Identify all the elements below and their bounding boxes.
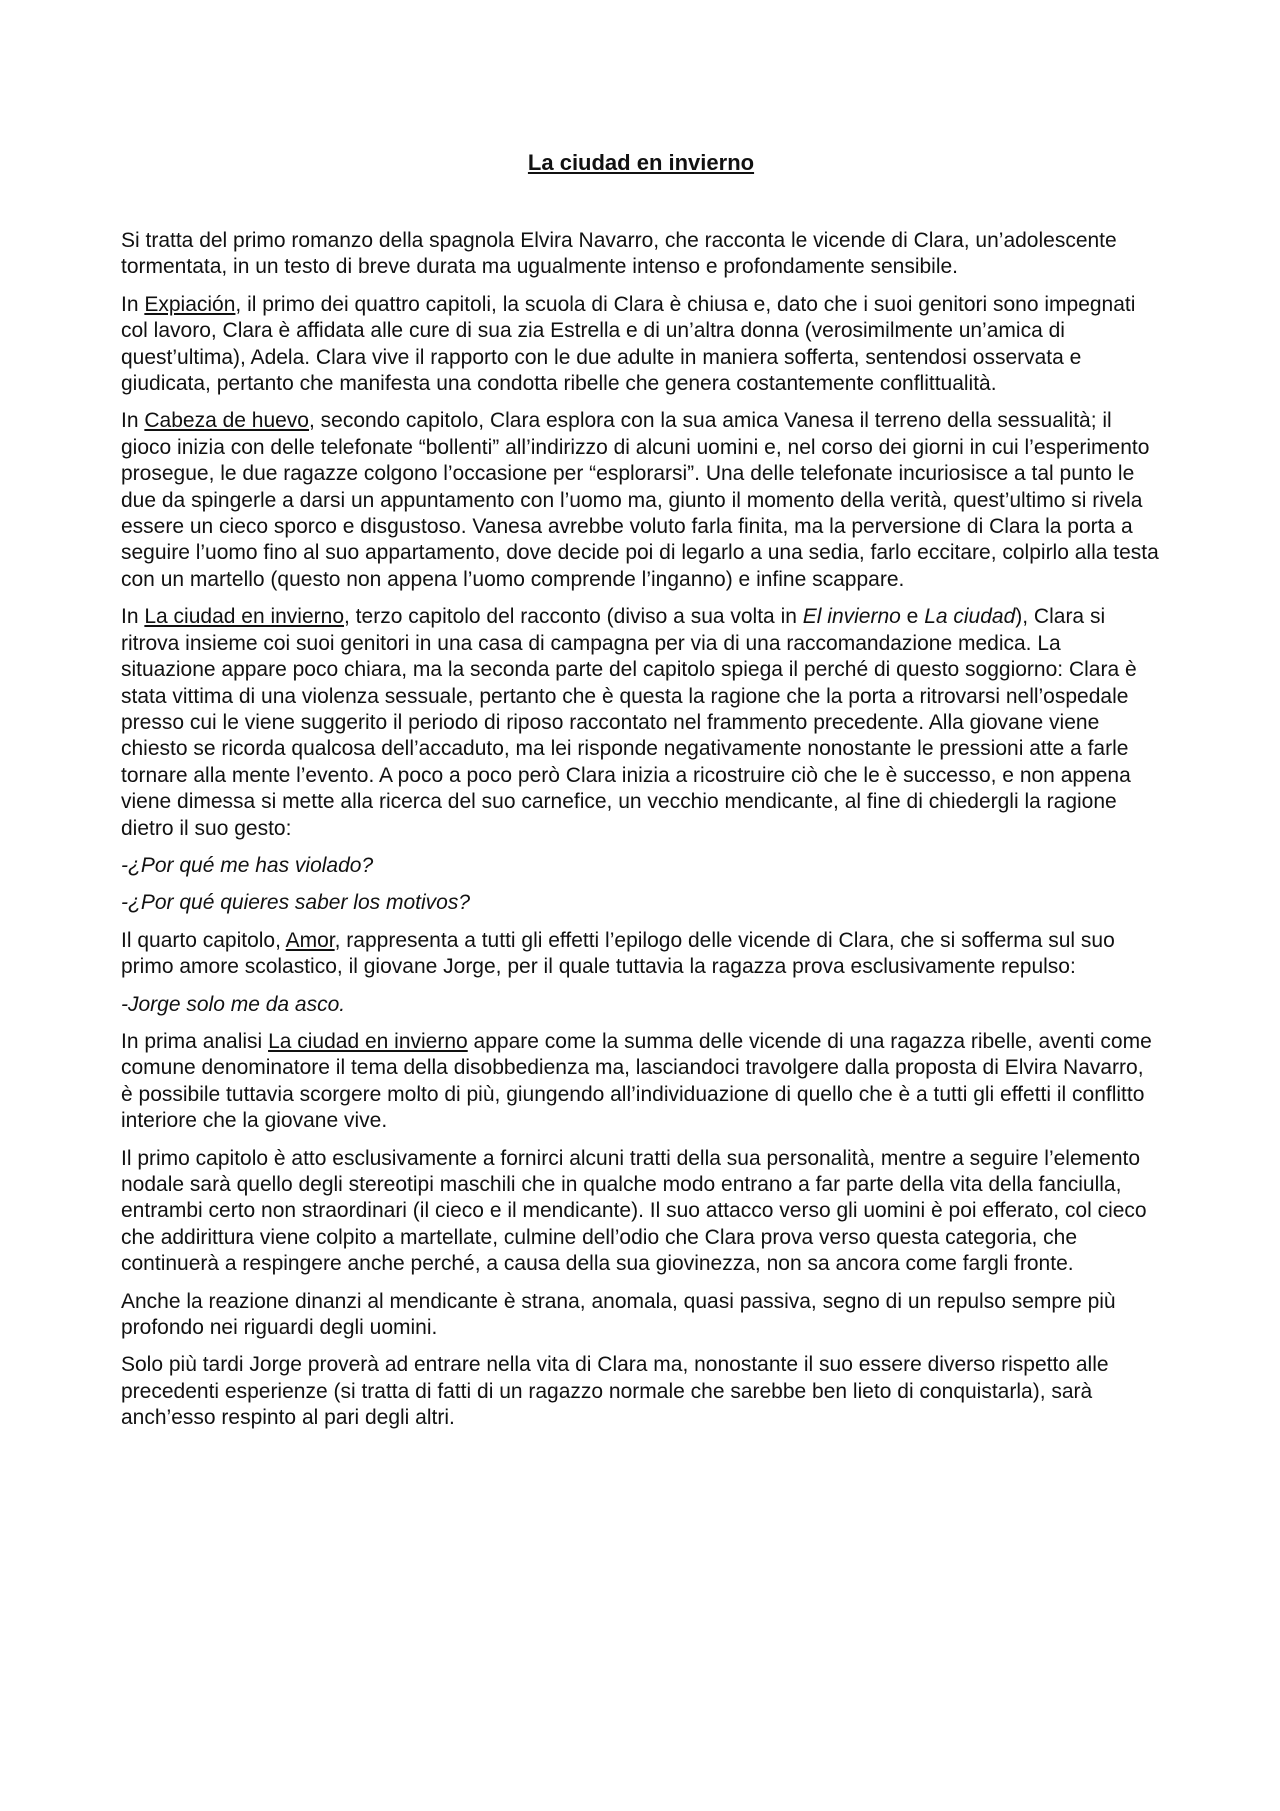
chapter-title-cabeza-de-huevo: Cabeza de huevo [144, 409, 309, 433]
paragraph-expiacion: In Expiación, il primo dei quattro capitoli, la scuola di Clara è chiusa e, dato che i suoi genitori sono impegnati col lavoro, Clara è affidata alle cure di sua zia Estrella e di un’altra donna (verosimilmente un’amica di quest’ultima), Adela. Clara vive il rapporto con le due adulte in maniera sofferta, sentendosi osservata e giudicata, pertanto che manifesta una condotta ribelle che genera costantemente conflittualità. [121, 292, 1136, 396]
quote-3: -Jorge solo me da asco. [121, 992, 346, 1016]
document-page [121, 150, 1161, 1443]
paragraph-analysis: In prima analisi La ciudad en invierno appare come la summa delle vicende di una ragazza ribelle, aventi come comune denominatore il tema della disobbedienza ma, lasciandoci travolgere dalla proposta di Elvira Navarro, è possibile tuttavia scorgere molto di più, giungendo all’individuazione di quello che è a tutti gli effetti il conflitto interiore che la giovane vive. [121, 1029, 1152, 1133]
document-title: La ciudad en invierno [527, 150, 755, 175]
chapter-title-amor: Amor [285, 928, 335, 952]
paragraph-reaction: Anche la reazione dinanzi al mendicante è strana, anomala, quasi passiva, segno di un repulso sempre più profondo nei riguardi degli uomini. [121, 1289, 1116, 1340]
subchapter-la-ciudad: La ciudad [924, 605, 1016, 629]
quote-2: -¿Por qué quieres saber los motivos? [121, 891, 470, 915]
subchapter-el-invierno: El invierno [802, 605, 901, 629]
paragraph-intro: Si tratta del primo romanzo della spagnola Elvira Navarro, che racconta le vicende di Clara, un’adolescente tormentata, in un testo di breve durata ma ugualmente intenso e profondamente sensibile. [121, 229, 1117, 279]
paragraph-jorge: Solo più tardi Jorge proverà ad entrare nella vita di Clara ma, nonostante il suo essere diverso rispetto alle precedenti esperienze (si tratta di fatti di un ragazzo normale che sarebbe ben lieto di conquistarla), sarà anch’esso respinto al pari degli altri. [121, 1353, 1109, 1430]
book-title-reference: La ciudad en invierno [268, 1029, 468, 1053]
chapter-title-la-ciudad-en-invierno: La ciudad en invierno [144, 605, 345, 629]
chapter-title-expiacion: Expiación [144, 292, 236, 316]
paragraph-amor: Il quarto capitolo, Amor, rappresenta a tutti gli effetti l’epilogo delle vicende di Clara, che si sofferma sul suo primo amore scolastico, il giovane Jorge, per il quale tuttavia la ragazza prova esclusivamente repulso: [121, 928, 1115, 979]
paragraph-first-chapter: Il primo capitolo è atto esclusivamente a fornirci alcuni tratti della sua personalità, mentre a seguire l’elemento nodale sarà quello degli stereotipi maschili che in qualche modo entrano a far parte della vita della fanciulla, entrambi certo non straordinari (il cieco e il mendicante). Il suo attacco verso gli uomini è poi efferato, col cieco che addirittura viene colpito a martellate, culmine dell’odio che Clara prova verso questa categoria, che continuerà a respingere anche perché, a causa della sua giovinezza, non sa ancora come fargli fronte. [121, 1146, 1147, 1276]
paragraph-cabeza-de-huevo: In Cabeza de huevo, secondo capitolo, Clara esplora con la sua amica Vanesa il terreno della sessualità; il gioco inizia con delle telefonate “bollenti” all’indirizzo di alcuni uomini e, nel corso dei giorni in cui l’esperimento prosegue, le due ragazze colgono l’occasione per “esplorarsi”. Una delle telefonate incuriosisce a tal punto le due da spingerle a darsi un appuntamento con l’uomo ma, giunto il momento della verità, quest’ultimo si rivela essere un cieco sporco e disgustoso. Vanesa avrebbe voluto farla finita, ma la perversione di Clara la porta a seguire l’uomo fino al suo appartamento, dove decide poi di legarlo a una sedia, farlo eccitare, colpirlo alla testa con un martello (questo non appena l’uomo comprende l’inganno) e infine scappare. [121, 409, 1159, 591]
quote-1: -¿Por qué me has violado? [121, 853, 374, 877]
paragraph-la-ciudad-en-invierno: In La ciudad en invierno, terzo capitolo del racconto (diviso a sua volta in El invierno e La ciudad), Clara si ritrova insieme coi suoi genitori in una casa di campagna per via di una raccomandazione medica. La situazione appare poco chiara, ma la seconda parte del capitolo spiega il perché di questo soggiorno: Clara è stata vittima di una violenza sessuale, pertanto che è questa la ragione che la porta a ritrovarsi nell’ospedale presso cui le viene suggerito il periodo di riposo raccontato nel frammento precedente. Alla giovane viene chiesto se ricorda qualcosa dell’accaduto, ma lei risponde negativamente nonostante le pressioni atte a farle tornare alla mente l’evento. A poco a poco però Clara inizia a ricostruire ciò che le è successo, e non appena viene dimessa si mette alla ricerca del suo carnefice, un vecchio mendicante, al fine di chiedergli la ragione dietro il suo gesto: [121, 605, 1137, 840]
